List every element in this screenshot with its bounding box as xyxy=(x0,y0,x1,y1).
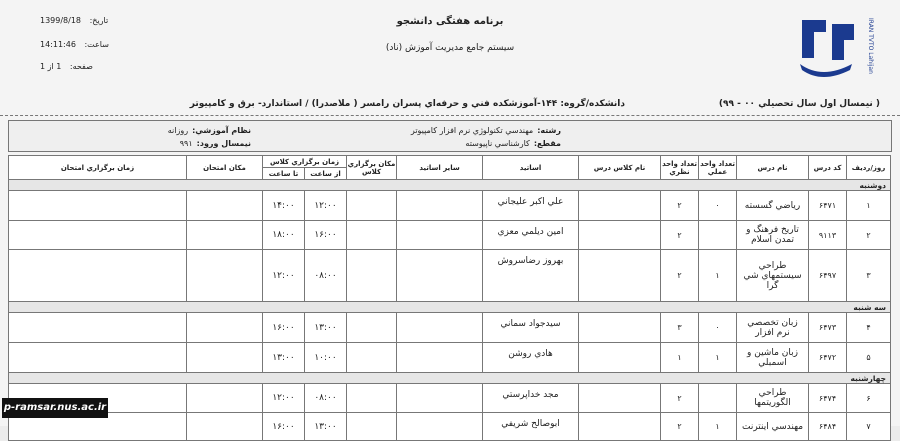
theory-units: ۲ xyxy=(661,191,699,221)
course-number: ۲ xyxy=(847,221,891,250)
col-time-group: زمان برگزاري كلاس xyxy=(263,156,347,168)
class-location xyxy=(347,191,397,221)
class-name xyxy=(579,313,661,343)
exam-place xyxy=(187,343,263,373)
course-row xyxy=(9,221,891,250)
system-value: روزانه xyxy=(167,126,189,135)
teacher-name: علي اكبر عليجاني xyxy=(483,191,579,221)
course-code: ۶۴۷۳ xyxy=(809,313,847,343)
time-from: ۱۶:۰۰ xyxy=(305,221,347,250)
col-teacher: اساتيد xyxy=(483,156,579,180)
page-meta xyxy=(40,62,93,71)
course-name: طراحي سيستمهاي شي گرا xyxy=(737,250,809,302)
practical-units xyxy=(699,221,737,250)
course-code: ۶۴۷۴ xyxy=(809,384,847,413)
class-name xyxy=(579,384,661,413)
divider xyxy=(0,115,900,116)
other-teachers xyxy=(397,313,483,343)
time-from: ۱۳:۰۰ xyxy=(305,413,347,441)
teacher-name: سيدجواد سماني xyxy=(483,313,579,343)
theory-units: ۲ xyxy=(661,413,699,441)
teacher-name: امين ديلمي معزي xyxy=(483,221,579,250)
college-line: دانشكده/گروه: ۱۴۴-آموزشكده فني و حرفه‌اي پسران رامسر ( ملاصدرا) / استاندارد- برق و كامپيوتر xyxy=(189,99,625,109)
teacher-name: هادي روشن xyxy=(483,343,579,373)
logo-caption: IRAN TVTO Lahijan xyxy=(867,18,874,74)
time-to: ۱۶:۰۰ xyxy=(263,313,305,343)
day-header-row xyxy=(9,302,891,313)
theory-units: ۲ xyxy=(661,221,699,250)
practical-units: ۰ xyxy=(699,313,737,343)
theory-units: ۳ xyxy=(661,313,699,343)
course-number: ۵ xyxy=(847,343,891,373)
other-teachers xyxy=(397,250,483,302)
class-name xyxy=(579,221,661,250)
class-location xyxy=(347,250,397,302)
time-meta xyxy=(40,40,109,49)
student-info-box xyxy=(8,120,892,152)
time-to: ۱۶:۰۰ xyxy=(263,413,305,441)
exam-place xyxy=(187,413,263,441)
date-meta xyxy=(40,16,108,25)
system-info xyxy=(168,126,251,135)
course-code: ۶۴۷۱ xyxy=(809,191,847,221)
teacher-name: ابوصالح شريفي xyxy=(483,413,579,441)
exam-place xyxy=(187,191,263,221)
teacher-name: مجد خداپرستي xyxy=(483,384,579,413)
class-name xyxy=(579,413,661,441)
other-teachers xyxy=(397,191,483,221)
day-name: چهارشنبه xyxy=(9,373,891,384)
course-number: ۴ xyxy=(847,313,891,343)
course-row xyxy=(9,384,891,413)
exam-place xyxy=(187,313,263,343)
course-code: ۶۴۷۲ xyxy=(809,343,847,373)
exam-place xyxy=(187,250,263,302)
entry-value: ۹۹۱ xyxy=(179,139,193,148)
day-name: دوشنبه xyxy=(9,180,891,191)
other-teachers xyxy=(397,413,483,441)
page-value: 1 از 1 xyxy=(40,62,62,71)
time-to: ۱۳:۰۰ xyxy=(263,343,305,373)
class-name xyxy=(579,343,661,373)
time-from: ۱۳:۰۰ xyxy=(305,313,347,343)
col-to: تا ساعت xyxy=(263,168,305,180)
course-code: ۹۱۱۳ xyxy=(809,221,847,250)
col-practical: تعداد واحد عملي xyxy=(699,156,737,180)
col-location: مكان برگزاري كلاس xyxy=(347,156,397,180)
course-code: ۶۴۹۷ xyxy=(809,250,847,302)
exam-time xyxy=(9,221,187,250)
site-badge[interactable]: p-ramsar.nus.ac.ir xyxy=(2,398,108,418)
class-location xyxy=(347,384,397,413)
course-number: ۱ xyxy=(847,191,891,221)
theory-units: ۱ xyxy=(661,343,699,373)
day-header-row xyxy=(9,180,891,191)
time-to: ۱۲:۰۰ xyxy=(263,384,305,413)
class-location xyxy=(347,413,397,441)
time-label: ساعت: xyxy=(84,40,109,49)
course-name: مهندسي اينترنت xyxy=(737,413,809,441)
col-class-name: نام كلاس درس xyxy=(579,156,661,180)
practical-units: ۱ xyxy=(699,413,737,441)
col-row-day: روز/رديف xyxy=(847,156,891,180)
other-teachers xyxy=(397,221,483,250)
course-number: ۷ xyxy=(847,413,891,441)
time-value: 14:11:46 xyxy=(40,40,76,49)
class-name xyxy=(579,191,661,221)
time-from: ۱۰:۰۰ xyxy=(305,343,347,373)
course-name: رياضي گسسته xyxy=(737,191,809,221)
teacher-name: بهروز رضاسروش xyxy=(483,250,579,302)
exam-time xyxy=(9,250,187,302)
other-teachers xyxy=(397,384,483,413)
course-row xyxy=(9,191,891,221)
class-location xyxy=(347,343,397,373)
col-other-teachers: ساير اساتيد xyxy=(397,156,483,180)
field-label: رشته: xyxy=(537,126,561,135)
page-subtitle: سيستم جامع مديريت آموزش (ناد) xyxy=(385,43,515,53)
class-name xyxy=(579,250,661,302)
practical-units xyxy=(699,384,737,413)
course-name: تاريخ فرهنگ و تمدن اسلام xyxy=(737,221,809,250)
course-name: زبان تخصصي نرم افزار xyxy=(737,313,809,343)
theory-units: ۲ xyxy=(661,250,699,302)
exam-place xyxy=(187,221,263,250)
schedule-table xyxy=(8,155,891,441)
class-location xyxy=(347,313,397,343)
practical-units: ۱ xyxy=(699,250,737,302)
course-number: ۶ xyxy=(847,384,891,413)
course-row xyxy=(9,250,891,302)
date-value: 1399/8/18 xyxy=(40,16,82,25)
degree-value: كارشناسي ناپيوسته xyxy=(465,139,530,148)
col-theory: تعداد واحد نظري xyxy=(661,156,699,180)
course-number: ۳ xyxy=(847,250,891,302)
field-info xyxy=(411,126,561,135)
exam-time xyxy=(9,343,187,373)
course-row xyxy=(9,313,891,343)
time-to: ۱۴:۰۰ xyxy=(263,191,305,221)
other-teachers xyxy=(397,343,483,373)
course-name: طراحي الگوريتمها xyxy=(737,384,809,413)
exam-time xyxy=(9,313,187,343)
entry-info xyxy=(180,139,251,148)
course-name: زبان ماشين و اسمبلي xyxy=(737,343,809,373)
col-code: كد درس xyxy=(809,156,847,180)
time-from: ۱۲:۰۰ xyxy=(305,191,347,221)
theory-units: ۲ xyxy=(661,384,699,413)
date-label: تاريخ: xyxy=(89,16,109,25)
practical-units: ۱ xyxy=(699,343,737,373)
day-name: سه شنبه xyxy=(9,302,891,313)
term-line: ( نيمسال اول سال تحصيلي ۰۰ - ۹۹) xyxy=(718,99,880,109)
entry-label: نيمسال ورود: xyxy=(196,139,251,148)
degree-info xyxy=(465,139,561,148)
col-from: از ساعت xyxy=(305,168,347,180)
day-header-row xyxy=(9,373,891,384)
exam-place xyxy=(187,384,263,413)
course-row xyxy=(9,413,891,441)
time-to: ۱۸:۰۰ xyxy=(263,221,305,250)
practical-units: ۰ xyxy=(699,191,737,221)
degree-label: مقطع: xyxy=(533,139,561,148)
page-label: صفحه: xyxy=(69,62,93,71)
col-name: نام درس xyxy=(737,156,809,180)
col-exam-place: مكان امتحان xyxy=(187,156,263,180)
exam-time xyxy=(9,191,187,221)
course-code: ۶۴۸۴ xyxy=(809,413,847,441)
field-value: مهندسي تكنولوژي نرم افزار كامپيوتر xyxy=(410,126,534,135)
col-exam-time: زمان برگزاري امتحان xyxy=(9,156,187,180)
time-to: ۱۲:۰۰ xyxy=(263,250,305,302)
class-location xyxy=(347,221,397,250)
time-from: ۰۸:۰۰ xyxy=(305,384,347,413)
time-from: ۰۸:۰۰ xyxy=(305,250,347,302)
system-label: نظام آموزشي: xyxy=(192,126,251,135)
page-title: برنامه هفتگی دانشجو xyxy=(396,16,504,27)
course-row xyxy=(9,343,891,373)
